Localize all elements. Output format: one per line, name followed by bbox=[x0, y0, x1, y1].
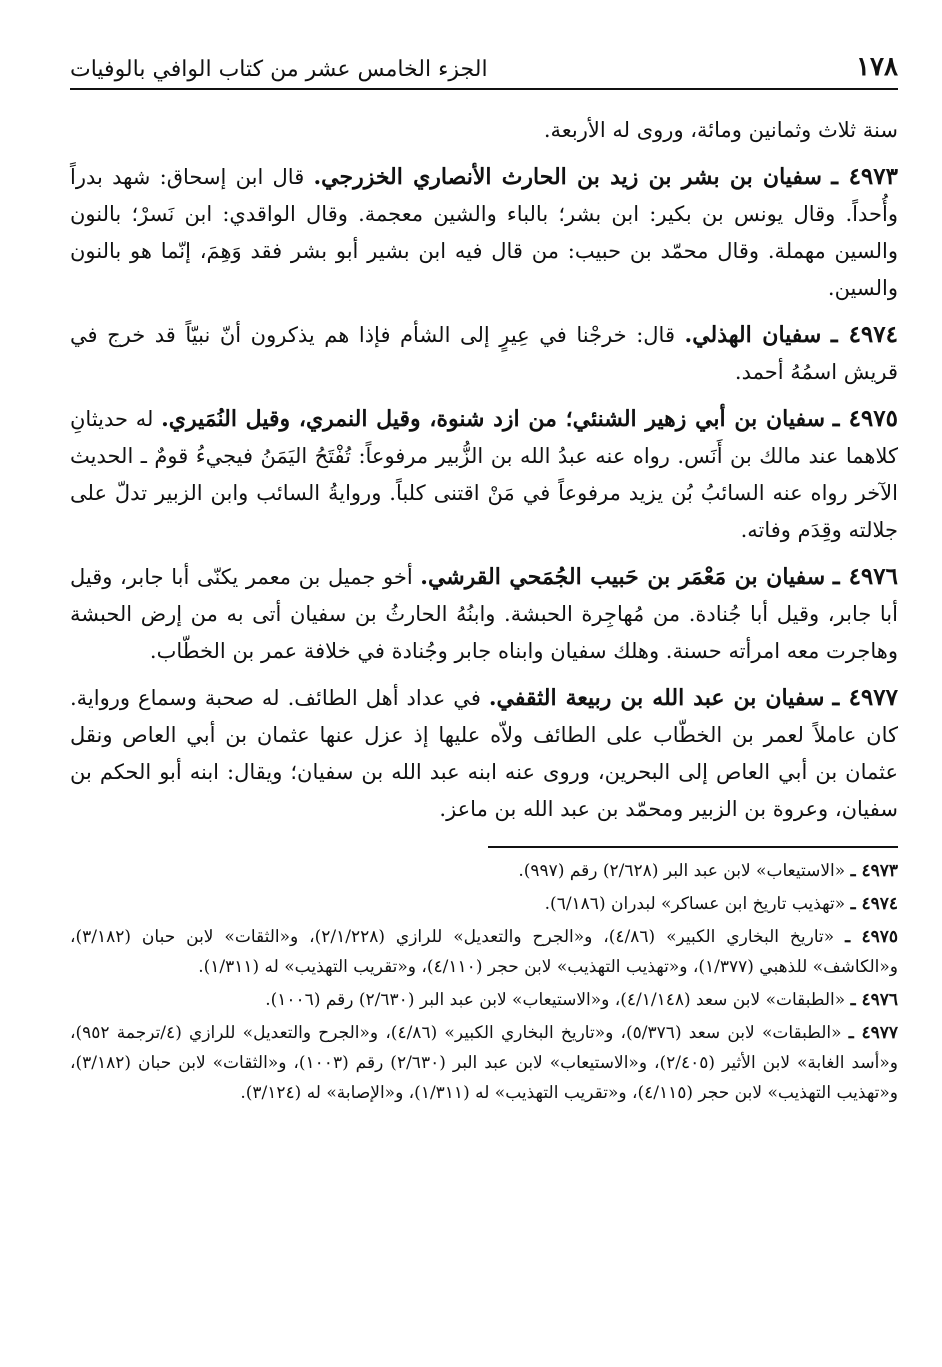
footnote-text: «الاستيعاب» لابن عبد البر (٢/٦٢٨) رقم (٩٩٧). bbox=[518, 861, 846, 881]
footnote-number: ٤٩٧٣ ـ bbox=[850, 861, 898, 881]
page-number: ١٧٨ bbox=[856, 52, 898, 82]
entry-number: ٤٩٧٧ ـ bbox=[832, 684, 898, 711]
entry-number: ٤٩٧٦ ـ bbox=[832, 563, 898, 590]
footnote-number: ٤٩٧٦ ـ bbox=[850, 990, 898, 1010]
footnote-text: «تاريخ البخاري الكبير» (٤/٨٦)، و«الجرح والتعديل» للرازي (٢/١/٢٢٨)، و«الثقات» لابن حبان (٣/١٨٢)، و«الكاشف» للذهبي (١/٣٧٧)، و«تهذيب التهذيب» لابن حجر (٤/١١٠)، و«تقريب التهذيب» له (١/٣١١). bbox=[70, 927, 898, 977]
entry-4974 bbox=[70, 316, 898, 391]
entry-4976 bbox=[70, 558, 898, 670]
entry-text: قال ابن إسحاق: شهد بدراً وأُحداً. وقال يونس بن بكير: ابن بشر؛ بالباء والشين معجمة. وقال الواقدي: ابن نَسرْ؛ بالنون والسين مهملة. وقال محمّد بن حبيب: من قال فيه ابن بشير أبو بشر فقد وَهِمَ، إنّما هو بالنون والسين. bbox=[70, 165, 898, 300]
entry-heading: سفيان بن أبي زهير الشنئي؛ من ازد شنوة، وقيل النمري، وقيل النُمَيري. bbox=[161, 406, 826, 432]
footnote-4973 bbox=[70, 856, 898, 886]
footnote-text: «الطبقات» لابن سعد (٤/١/١٤٨)، و«الاستيعاب» لابن عبد البر (٢/٦٣٠) رقم (١٠٠٦). bbox=[265, 990, 846, 1010]
entry-text: له حديثانِ كلاهما عند مالك بن أَنَس. رواه عنه عبدُ الله بن الزُّبير مرفوعاً: تُفْتَحُ اليَمَنُ فيجيءُ قومٌ ـ الحديث الآخر رواه عنه السائبُ بُن يزيد مرفوعاً في مَنْ اقتنى كلباً. وروايةُ السائب وابن الزبير تدلّ على جلالته وقِدَم وفاته. bbox=[70, 407, 898, 542]
entry-heading: سفيان بن عبد الله بن ربيعة الثقفي. bbox=[488, 685, 825, 711]
footnote-4974 bbox=[70, 889, 898, 919]
entry-heading: سفيان بن بشر بن زيد بن الحارث الأنصاري الخزرجي. bbox=[313, 164, 822, 190]
footnote-number: ٤٩٧٧ ـ bbox=[848, 1023, 898, 1043]
intro-text: سنة ثلاث وثمانين ومائة، وروى له الأربعة. bbox=[543, 118, 898, 142]
footnote-4976 bbox=[70, 985, 898, 1015]
entry-text: قال: خرجْنا في عِيرٍ إلى الشأم فإذا هم يذكرون أنّ نبيّاً قد خرج في قريش اسمُهُ أحمد. bbox=[70, 323, 898, 384]
footnote-divider bbox=[488, 846, 898, 848]
running-title: الجزء الخامس عشر من كتاب الوافي بالوفيات bbox=[70, 57, 488, 82]
entry-4975 bbox=[70, 400, 898, 549]
entry-number: ٤٩٧٥ ـ bbox=[832, 405, 898, 432]
footnote-number: ٤٩٧٥ ـ bbox=[845, 927, 898, 947]
entry-number: ٤٩٧٣ ـ bbox=[831, 163, 898, 190]
intro-paragraph bbox=[70, 112, 898, 149]
entry-4977 bbox=[70, 679, 898, 828]
entry-number: ٤٩٧٤ ـ bbox=[830, 321, 898, 348]
footnote-4977 bbox=[70, 1018, 898, 1108]
entry-heading: سفيان بن مَعْمَر بن حَبيب الجُمَحي القرشي. bbox=[420, 564, 826, 590]
entry-text: في عداد أهل الطائف. له صحبة وسماع ورواية. كان عاملاً لعمر بن الخطّاب على الطائف ولاّه عليها إذ عزل عنها عثمان بن أبي العاص ونقل عثمان بن أبي العاص إلى البحرين، وروى عنه ابنه عبد الله بن سفيان؛ ويقال: ابنه أبو الحكم بن سفيان، وعروة بن الزبير ومحمّد بن عبد الله بن ماعز. bbox=[70, 686, 898, 821]
footnote-text: «الطبقات» لابن سعد (٥/٣٧٦)، و«تاريخ البخاري الكبير» (٤/٨٦)، و«الجرح والتعديل» للرازي (٤/ترجمة ٩٥٢)، و«أسد الغابة» لابن الأثير (٢/٤٠٥)، و«الاستيعاب» لابن عبد البر (٢/٦٣٠) رقم (١٠٠٣)، و«الثقات» لابن حبان (٣/١٨٢)، و«تهذيب التهذيب» لابن حجر (٤/١١٥)، و«تقريب التهذيب» له (١/٣١١)، و«الإصابة» له (٣/١٢٤). bbox=[70, 1023, 898, 1103]
footnote-4975 bbox=[70, 922, 898, 982]
entry-heading: سفيان الهذلي. bbox=[684, 322, 822, 348]
entry-4973 bbox=[70, 158, 898, 307]
entry-text: أخو جميل بن معمر يكنّى أبا جابر، وقيل أبا جابر، وقيل أبا جُنادة. من مُهاجِرة الحبشة. وابنُهُ الحارثُ بن سفيان أتى به من إرض الحبشة وهاجرت معه امرأته حسنة. وهلك سفيان وابناه جابر وجُنادة في خلافة عمر بن الخطّاب. bbox=[70, 565, 898, 663]
footnote-text: «تهذيب تاريخ ابن عساكر» لبدران (٦/١٨٦). bbox=[544, 894, 846, 914]
book-page bbox=[70, 40, 898, 1111]
footnote-number: ٤٩٧٤ ـ bbox=[850, 894, 898, 914]
main-text bbox=[70, 112, 898, 828]
page-header bbox=[70, 40, 898, 90]
footnotes bbox=[70, 856, 898, 1108]
